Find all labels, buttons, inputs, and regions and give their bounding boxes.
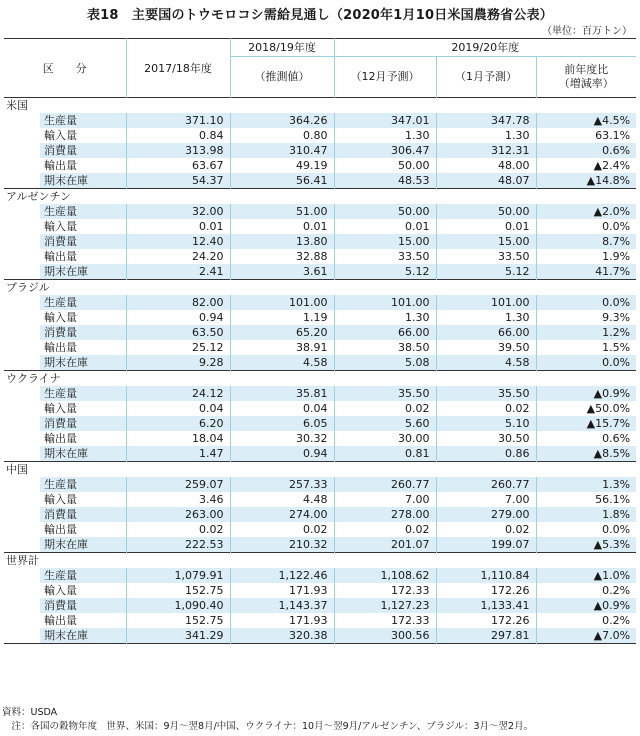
item-label: 輸入量 bbox=[40, 401, 126, 416]
value-2017-18: 0.01 bbox=[126, 219, 230, 234]
value-2019-20-dec: 0.01 bbox=[334, 219, 436, 234]
value-2019-20-jan: 5.12 bbox=[436, 264, 536, 280]
row-indent bbox=[4, 295, 40, 310]
value-2017-18: 263.00 bbox=[126, 507, 230, 522]
value-2019-20-dec: 0.02 bbox=[334, 401, 436, 416]
item-label: 輸入量 bbox=[40, 310, 126, 325]
value-yoy: 1.2% bbox=[536, 325, 636, 340]
value-yoy: ▲0.9% bbox=[536, 386, 636, 401]
table-row bbox=[4, 386, 636, 401]
header-2019-20-january: （1月予測） bbox=[436, 57, 536, 98]
value-2019-20-jan: 101.00 bbox=[436, 295, 536, 310]
value-yoy: ▲2.4% bbox=[536, 158, 636, 173]
region-name: ブラジル bbox=[4, 280, 126, 296]
item-label: 輸出量 bbox=[40, 522, 126, 537]
value-2017-18: 9.28 bbox=[126, 355, 230, 371]
value-yoy: ▲50.0% bbox=[536, 401, 636, 416]
row-indent bbox=[4, 249, 40, 264]
table-row bbox=[4, 113, 636, 128]
row-indent bbox=[4, 355, 40, 371]
header-2019-20: 2019/20年度 bbox=[334, 39, 636, 57]
region-header-blank bbox=[126, 98, 636, 114]
value-yoy: 9.3% bbox=[536, 310, 636, 325]
region-header-row bbox=[4, 189, 636, 205]
value-yoy: ▲14.8% bbox=[536, 173, 636, 189]
value-2019-20-dec: 201.07 bbox=[334, 537, 436, 553]
value-yoy: ▲2.0% bbox=[536, 204, 636, 219]
value-2019-20-dec: 101.00 bbox=[334, 295, 436, 310]
value-2017-18: 0.04 bbox=[126, 401, 230, 416]
item-label: 輸出量 bbox=[40, 340, 126, 355]
table-row bbox=[4, 219, 636, 234]
row-indent bbox=[4, 568, 40, 583]
value-2019-20-dec: 15.00 bbox=[334, 234, 436, 249]
row-indent bbox=[4, 204, 40, 219]
value-2018-19: 310.47 bbox=[230, 143, 334, 158]
value-2017-18: 222.53 bbox=[126, 537, 230, 553]
value-2018-19: 0.02 bbox=[230, 522, 334, 537]
value-2019-20-dec: 1.30 bbox=[334, 128, 436, 143]
item-label: 生産量 bbox=[40, 386, 126, 401]
value-2019-20-jan: 279.00 bbox=[436, 507, 536, 522]
value-2017-18: 32.00 bbox=[126, 204, 230, 219]
region-header-row bbox=[4, 371, 636, 387]
item-label: 輸出量 bbox=[40, 431, 126, 446]
unit-label: （単位：百万トン） bbox=[542, 26, 632, 37]
value-2018-19: 320.38 bbox=[230, 628, 334, 644]
header-yoy bbox=[536, 57, 636, 98]
value-yoy: ▲4.5% bbox=[536, 113, 636, 128]
value-2018-19: 30.32 bbox=[230, 431, 334, 446]
value-2019-20-dec: 38.50 bbox=[334, 340, 436, 355]
value-2018-19: 3.61 bbox=[230, 264, 334, 280]
value-yoy: 1.9% bbox=[536, 249, 636, 264]
value-2019-20-dec: 35.50 bbox=[334, 386, 436, 401]
value-2019-20-jan: 1.30 bbox=[436, 310, 536, 325]
value-2017-18: 24.12 bbox=[126, 386, 230, 401]
item-label: 消費量 bbox=[40, 143, 126, 158]
value-yoy: 8.7% bbox=[536, 234, 636, 249]
value-yoy: 0.6% bbox=[536, 143, 636, 158]
header-yoy-line1: 前年度比 bbox=[564, 63, 609, 76]
table-row bbox=[4, 598, 636, 613]
value-2019-20-jan: 199.07 bbox=[436, 537, 536, 553]
value-2017-18: 1.47 bbox=[126, 446, 230, 462]
value-2017-18: 259.07 bbox=[126, 477, 230, 492]
value-2017-18: 313.98 bbox=[126, 143, 230, 158]
value-2018-19: 210.32 bbox=[230, 537, 334, 553]
item-label: 輸入量 bbox=[40, 583, 126, 598]
value-yoy: ▲15.7% bbox=[536, 416, 636, 431]
table-row bbox=[4, 537, 636, 553]
item-label: 生産量 bbox=[40, 477, 126, 492]
header-yoy-line2: （増減率） bbox=[558, 77, 614, 90]
row-indent bbox=[4, 477, 40, 492]
value-2017-18: 24.20 bbox=[126, 249, 230, 264]
header-category: 区 分 bbox=[4, 39, 126, 98]
value-2019-20-dec: 1.30 bbox=[334, 310, 436, 325]
value-2019-20-dec: 0.02 bbox=[334, 522, 436, 537]
value-2019-20-jan: 0.02 bbox=[436, 522, 536, 537]
row-indent bbox=[4, 143, 40, 158]
table-row bbox=[4, 613, 636, 628]
value-2018-19: 32.88 bbox=[230, 249, 334, 264]
value-2018-19: 171.93 bbox=[230, 613, 334, 628]
value-yoy: ▲5.3% bbox=[536, 537, 636, 553]
value-2018-19: 13.80 bbox=[230, 234, 334, 249]
region-header-blank bbox=[126, 553, 636, 569]
value-2018-19: 56.41 bbox=[230, 173, 334, 189]
region-name: アルゼンチン bbox=[4, 189, 126, 205]
row-indent bbox=[4, 340, 40, 355]
header-2019-20-december: （12月予測） bbox=[334, 57, 436, 98]
value-2018-19: 0.80 bbox=[230, 128, 334, 143]
region-name: ウクライナ bbox=[4, 371, 126, 387]
value-2017-18: 152.75 bbox=[126, 583, 230, 598]
table-row bbox=[4, 249, 636, 264]
value-2018-19: 171.93 bbox=[230, 583, 334, 598]
value-2017-18: 0.02 bbox=[126, 522, 230, 537]
value-2019-20-jan: 5.10 bbox=[436, 416, 536, 431]
value-2019-20-dec: 48.53 bbox=[334, 173, 436, 189]
row-indent bbox=[4, 628, 40, 644]
row-indent bbox=[4, 310, 40, 325]
table-row bbox=[4, 340, 636, 355]
row-indent bbox=[4, 158, 40, 173]
value-2018-19: 4.48 bbox=[230, 492, 334, 507]
value-2018-19: 274.00 bbox=[230, 507, 334, 522]
region-name: 世界計 bbox=[4, 553, 126, 569]
value-2019-20-dec: 33.50 bbox=[334, 249, 436, 264]
value-yoy: 63.1% bbox=[536, 128, 636, 143]
item-label: 期末在庫 bbox=[40, 446, 126, 462]
value-2019-20-dec: 172.33 bbox=[334, 583, 436, 598]
value-yoy: ▲1.0% bbox=[536, 568, 636, 583]
notes bbox=[2, 706, 533, 734]
row-indent bbox=[4, 401, 40, 416]
value-2017-18: 82.00 bbox=[126, 295, 230, 310]
region-header-row bbox=[4, 553, 636, 569]
table-row bbox=[4, 158, 636, 173]
value-2019-20-dec: 347.01 bbox=[334, 113, 436, 128]
value-2017-18: 25.12 bbox=[126, 340, 230, 355]
table-row bbox=[4, 507, 636, 522]
value-2018-19: 1,122.46 bbox=[230, 568, 334, 583]
value-2017-18: 3.46 bbox=[126, 492, 230, 507]
table-row bbox=[4, 143, 636, 158]
value-2019-20-jan: 30.50 bbox=[436, 431, 536, 446]
value-2019-20-dec: 50.00 bbox=[334, 204, 436, 219]
value-yoy: 1.3% bbox=[536, 477, 636, 492]
value-2018-19: 364.26 bbox=[230, 113, 334, 128]
region-header-row bbox=[4, 98, 636, 114]
table-row bbox=[4, 264, 636, 280]
row-indent bbox=[4, 507, 40, 522]
value-yoy: ▲7.0% bbox=[536, 628, 636, 644]
table-row bbox=[4, 492, 636, 507]
region-header-row bbox=[4, 462, 636, 478]
region-name: 米国 bbox=[4, 98, 126, 114]
fiscal-year-note: 注：各国の穀物年度 世界、米国：9月～翌8月/中国、ウクライナ：10月～翌9月/アルゼンチン、ブラジル：3月～翌2月。 bbox=[2, 721, 534, 732]
supply-demand-table bbox=[4, 38, 636, 644]
value-2018-19: 1,143.37 bbox=[230, 598, 334, 613]
value-2019-20-jan: 48.07 bbox=[436, 173, 536, 189]
value-2019-20-jan: 39.50 bbox=[436, 340, 536, 355]
region-name: 中国 bbox=[4, 462, 126, 478]
value-2018-19: 4.58 bbox=[230, 355, 334, 371]
region-header-blank bbox=[126, 462, 636, 478]
value-2019-20-dec: 5.60 bbox=[334, 416, 436, 431]
value-2019-20-jan: 48.00 bbox=[436, 158, 536, 173]
value-2019-20-jan: 4.58 bbox=[436, 355, 536, 371]
item-label: 消費量 bbox=[40, 234, 126, 249]
value-2018-19: 0.04 bbox=[230, 401, 334, 416]
table-row bbox=[4, 204, 636, 219]
item-label: 期末在庫 bbox=[40, 628, 126, 644]
row-indent bbox=[4, 173, 40, 189]
item-label: 輸出量 bbox=[40, 249, 126, 264]
row-indent bbox=[4, 583, 40, 598]
value-2019-20-jan: 0.02 bbox=[436, 401, 536, 416]
value-2019-20-dec: 1,127.23 bbox=[334, 598, 436, 613]
source-note: 資料：USDA bbox=[2, 707, 58, 718]
value-2019-20-dec: 278.00 bbox=[334, 507, 436, 522]
value-2019-20-jan: 1,133.41 bbox=[436, 598, 536, 613]
value-yoy: 1.5% bbox=[536, 340, 636, 355]
row-indent bbox=[4, 128, 40, 143]
item-label: 期末在庫 bbox=[40, 264, 126, 280]
item-label: 輸入量 bbox=[40, 492, 126, 507]
row-indent bbox=[4, 234, 40, 249]
item-label: 消費量 bbox=[40, 325, 126, 340]
value-2017-18: 1,079.91 bbox=[126, 568, 230, 583]
header-2018-19-estimate: （推測値） bbox=[230, 57, 334, 98]
value-2019-20-dec: 260.77 bbox=[334, 477, 436, 492]
row-indent bbox=[4, 113, 40, 128]
value-2018-19: 6.05 bbox=[230, 416, 334, 431]
row-indent bbox=[4, 325, 40, 340]
table-row bbox=[4, 234, 636, 249]
row-indent bbox=[4, 492, 40, 507]
item-label: 輸出量 bbox=[40, 158, 126, 173]
value-2019-20-jan: 15.00 bbox=[436, 234, 536, 249]
value-yoy: 0.2% bbox=[536, 583, 636, 598]
header-2017-18: 2017/18年度 bbox=[126, 39, 230, 98]
value-2019-20-jan: 0.01 bbox=[436, 219, 536, 234]
table-row bbox=[4, 583, 636, 598]
value-2019-20-jan: 297.81 bbox=[436, 628, 536, 644]
table-row bbox=[4, 355, 636, 371]
value-2019-20-jan: 260.77 bbox=[436, 477, 536, 492]
value-2019-20-dec: 300.56 bbox=[334, 628, 436, 644]
value-2017-18: 0.84 bbox=[126, 128, 230, 143]
value-2017-18: 0.94 bbox=[126, 310, 230, 325]
table-row bbox=[4, 446, 636, 462]
region-header-row bbox=[4, 280, 636, 296]
table-row bbox=[4, 128, 636, 143]
item-label: 輸入量 bbox=[40, 128, 126, 143]
row-indent bbox=[4, 522, 40, 537]
table-row bbox=[4, 431, 636, 446]
value-2019-20-dec: 0.81 bbox=[334, 446, 436, 462]
value-2019-20-jan: 33.50 bbox=[436, 249, 536, 264]
item-label: 生産量 bbox=[40, 295, 126, 310]
value-2019-20-dec: 306.47 bbox=[334, 143, 436, 158]
value-2019-20-jan: 0.86 bbox=[436, 446, 536, 462]
row-indent bbox=[4, 613, 40, 628]
value-2019-20-jan: 35.50 bbox=[436, 386, 536, 401]
table-row bbox=[4, 401, 636, 416]
value-2019-20-dec: 66.00 bbox=[334, 325, 436, 340]
value-2019-20-jan: 7.00 bbox=[436, 492, 536, 507]
value-yoy: 56.1% bbox=[536, 492, 636, 507]
value-2019-20-jan: 66.00 bbox=[436, 325, 536, 340]
item-label: 生産量 bbox=[40, 113, 126, 128]
value-2019-20-jan: 1,110.84 bbox=[436, 568, 536, 583]
value-2018-19: 1.19 bbox=[230, 310, 334, 325]
value-2017-18: 63.50 bbox=[126, 325, 230, 340]
region-header-blank bbox=[126, 280, 636, 296]
value-2017-18: 6.20 bbox=[126, 416, 230, 431]
value-yoy: 0.0% bbox=[536, 219, 636, 234]
value-2017-18: 2.41 bbox=[126, 264, 230, 280]
value-2017-18: 12.40 bbox=[126, 234, 230, 249]
value-yoy: 0.0% bbox=[536, 295, 636, 310]
value-2019-20-jan: 50.00 bbox=[436, 204, 536, 219]
value-2018-19: 101.00 bbox=[230, 295, 334, 310]
table-title: 表18 主要国のトウモロコシ需給見通し（2020年1月10日米国農務省公表） bbox=[86, 8, 553, 23]
table-row bbox=[4, 325, 636, 340]
value-2019-20-jan: 1.30 bbox=[436, 128, 536, 143]
value-2019-20-dec: 5.12 bbox=[334, 264, 436, 280]
value-2018-19: 0.94 bbox=[230, 446, 334, 462]
value-2019-20-jan: 312.31 bbox=[436, 143, 536, 158]
value-2017-18: 371.10 bbox=[126, 113, 230, 128]
value-2019-20-jan: 172.26 bbox=[436, 613, 536, 628]
row-indent bbox=[4, 431, 40, 446]
value-2019-20-dec: 50.00 bbox=[334, 158, 436, 173]
value-2018-19: 257.33 bbox=[230, 477, 334, 492]
value-2018-19: 0.01 bbox=[230, 219, 334, 234]
table-row bbox=[4, 477, 636, 492]
value-yoy: 41.7% bbox=[536, 264, 636, 280]
value-2019-20-dec: 7.00 bbox=[334, 492, 436, 507]
row-indent bbox=[4, 416, 40, 431]
value-2017-18: 63.67 bbox=[126, 158, 230, 173]
value-yoy: 0.2% bbox=[536, 613, 636, 628]
item-label: 生産量 bbox=[40, 204, 126, 219]
item-label: 消費量 bbox=[40, 416, 126, 431]
row-indent bbox=[4, 219, 40, 234]
row-indent bbox=[4, 598, 40, 613]
item-label: 期末在庫 bbox=[40, 173, 126, 189]
value-yoy: 0.0% bbox=[536, 355, 636, 371]
value-2017-18: 341.29 bbox=[126, 628, 230, 644]
table-row bbox=[4, 522, 636, 537]
table-row bbox=[4, 416, 636, 431]
item-label: 消費量 bbox=[40, 507, 126, 522]
row-indent bbox=[4, 446, 40, 462]
value-yoy: ▲8.5% bbox=[536, 446, 636, 462]
region-header-blank bbox=[126, 189, 636, 205]
table-row bbox=[4, 310, 636, 325]
value-yoy: 1.8% bbox=[536, 507, 636, 522]
value-2017-18: 152.75 bbox=[126, 613, 230, 628]
value-2019-20-dec: 1,108.62 bbox=[334, 568, 436, 583]
item-label: 輸入量 bbox=[40, 219, 126, 234]
row-indent bbox=[4, 264, 40, 280]
value-yoy: ▲0.9% bbox=[536, 598, 636, 613]
value-2017-18: 54.37 bbox=[126, 173, 230, 189]
item-label: 輸出量 bbox=[40, 613, 126, 628]
value-2019-20-dec: 30.00 bbox=[334, 431, 436, 446]
item-label: 期末在庫 bbox=[40, 355, 126, 371]
item-label: 生産量 bbox=[40, 568, 126, 583]
region-header-blank bbox=[126, 371, 636, 387]
value-2018-19: 38.91 bbox=[230, 340, 334, 355]
value-2019-20-jan: 347.78 bbox=[436, 113, 536, 128]
value-2018-19: 49.19 bbox=[230, 158, 334, 173]
row-indent bbox=[4, 386, 40, 401]
item-label: 期末在庫 bbox=[40, 537, 126, 553]
value-yoy: 0.0% bbox=[536, 522, 636, 537]
value-2017-18: 18.04 bbox=[126, 431, 230, 446]
value-yoy: 0.6% bbox=[536, 431, 636, 446]
row-indent bbox=[4, 537, 40, 553]
value-2018-19: 35.81 bbox=[230, 386, 334, 401]
value-2019-20-jan: 172.26 bbox=[436, 583, 536, 598]
item-label: 消費量 bbox=[40, 598, 126, 613]
value-2019-20-dec: 172.33 bbox=[334, 613, 436, 628]
table-row bbox=[4, 628, 636, 644]
value-2017-18: 1,090.40 bbox=[126, 598, 230, 613]
value-2018-19: 51.00 bbox=[230, 204, 334, 219]
value-2018-19: 65.20 bbox=[230, 325, 334, 340]
table-row bbox=[4, 568, 636, 583]
value-2019-20-dec: 5.08 bbox=[334, 355, 436, 371]
header-2018-19: 2018/19年度 bbox=[230, 39, 334, 57]
table-row bbox=[4, 295, 636, 310]
table-row bbox=[4, 173, 636, 189]
